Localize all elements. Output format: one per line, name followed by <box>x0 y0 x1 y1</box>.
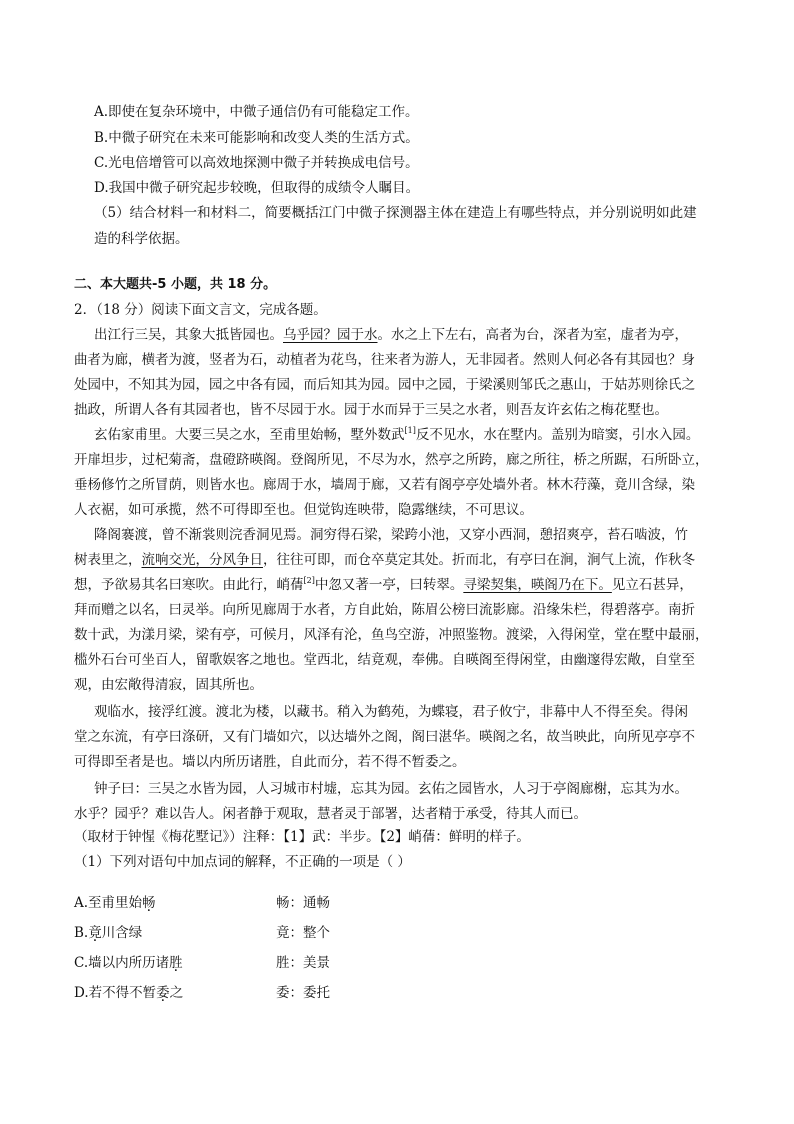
p3-underlined-2: 寻梁契集，暎阁乃在下。 <box>463 577 612 593</box>
p3-underlined-1: 流响交光，分风争日 <box>141 552 263 568</box>
p4-line1: 观临水，接浮红渡。渡北为楼，以藏书。稍入为鹤苑，为蝶寝，君子攸宁，非幕中人不得至矣。得闲 <box>94 704 688 720</box>
option-c-explanation: 胜：美景 <box>276 955 330 971</box>
p2-line4: 人衣裾，如可承揽，然不可得即至也。但觉钩连映带，隐露继续，不可思议。 <box>74 502 533 518</box>
sub1-option-b[interactable] <box>74 923 142 943</box>
p3-text-c: 想，予欲易其名曰寒吹。由此行，峭蒨 <box>74 577 304 593</box>
p3-text-e: 见立石甚异， <box>611 577 693 593</box>
p1-text-b: 。水之上下左右，高者为台，深者为室，虚者为亭， <box>377 327 688 343</box>
option-a-dotted-word: 畅 <box>142 895 156 911</box>
p4-line3: 可得即至者是也。墙以内所历诸胜，自此而分，若不得不暂委之。 <box>74 754 466 770</box>
p3-text-b: ，往往可即，而仓卒莫定其处。折而北，有亭曰在涧，涧气上流，作秋冬 <box>263 552 695 568</box>
p1-line2: 曲者为廊，横者为渡，竖者为石，动植者为花鸟，往来者为游人，无非园者。然则人何必各有其园也？身 <box>74 352 695 368</box>
p3-line4: 拜而赠之以名，曰灵举。向所见廊周于水者，方自此始，陈眉公榜曰流影廊。沿缘朱栏，得碧落亭。南折 <box>74 602 695 618</box>
p5-line1: 钟子曰：三吴之水皆为园，人习城市村墟，忘其为园。玄佑之园皆水，人习于亭阁廊榭，忘其为水。 <box>94 781 688 797</box>
p3-line3 <box>74 575 693 595</box>
option-d-dotted-word: 委 <box>156 985 170 1001</box>
p1-line3: 处园中，不知其为园，园之中各有园，而后知其为园。园中之园，于梁溪则邹氏之惠山，于姑苏则徐氏之 <box>74 377 695 393</box>
sub1-option-a[interactable] <box>74 893 156 913</box>
p1-line4: 拙政，所谓人各有其园者也，皆不尽园于水。园于水而异于三吴之水者，则吾友许玄佑之梅花墅也。 <box>74 402 668 418</box>
option-a-explanation: 畅：通畅 <box>276 895 330 911</box>
option-d-explanation: 委：委托 <box>276 985 330 1001</box>
p3-line1: 降阁褰渡，曾不渐裳则浣香洞见焉。洞穷得石梁，梁跨小池，又穿小西洞，憩招爽亭，苔石啮波，竹 <box>94 527 688 543</box>
p3-line2 <box>74 550 695 570</box>
p3-line5: 数十武，为漾月梁，梁有亭，可候月，风泽有沦，鱼鸟空游，冲照鉴物。渡梁，入得闲堂，堂在墅中最丽， <box>74 627 709 643</box>
p2-text-b: 反不见水，水在墅内。盖别为暗窦，引水入园。 <box>415 427 700 443</box>
prev-option-d: D.我国中微子研究起步较晚，但取得的成绩令人瞩目。 <box>94 180 420 196</box>
option-d-pre: D.若不得不暂 <box>74 985 157 1001</box>
sub1-option-c[interactable] <box>74 953 183 973</box>
section-heading: 二、本大题共-5 小题，共 18 分。 <box>74 277 277 292</box>
sub-question-1: （1）下列对语句中加点词的解释，不正确的一项是（ ） <box>74 854 411 870</box>
prev-option-c: C.光电倍增管可以高效地探测中微子并转换成电信号。 <box>94 155 419 171</box>
option-a-pre: A.至甫里始 <box>74 895 143 911</box>
prev-q5-line2: 造的科学依据。 <box>94 231 189 247</box>
p2-text-a: 玄佑家甫里。大要三吴之水，至甫里始畅，墅外数武 <box>94 427 405 443</box>
p4-line2: 堂之东流，有亭曰涤研，又有门墙如穴，以达墙外之阁，阁曰湛华。暎阁之名，故当映此，向所见亭亭不 <box>74 729 695 745</box>
option-c-dotted-word: 胜 <box>169 955 183 971</box>
p3-text-a: 树表里之， <box>74 552 142 568</box>
p1-text-a: 出江行三吴，其象大抵皆园也。 <box>94 327 283 343</box>
footnote-marker-1: [1] <box>404 426 416 435</box>
p1-line1 <box>94 325 688 345</box>
p5-line2: 水乎？园乎？难以告人。闲者静于观取，慧者灵于部署，达者精于承受，待其人而已。 <box>74 806 587 822</box>
prev-option-b: B.中微子研究在未来可能影响和改变人类的生活方式。 <box>94 130 419 146</box>
p3-line7: 观，由宏敞得清寂，固其所也。 <box>74 677 263 693</box>
p3-text-d: 中忽又著一亭，曰转翠。 <box>314 577 464 593</box>
p1-underlined: 乌乎园？园于水 <box>283 327 378 343</box>
source-note: （取材于钟惺《梅花墅记》）注释：【1】武：半步。【2】峭蒨：鲜明的样子。 <box>74 829 530 845</box>
option-b-dotted-word: 竟 <box>88 925 102 941</box>
p3-line6: 槛外石台可坐百人，留歌娱客之地也。堂西北，结竟观，奉佛。自暎阁至得闲堂，由幽邃得宏敞，自堂至 <box>74 652 695 668</box>
footnote-marker-2: [2] <box>303 576 315 585</box>
sub1-option-d[interactable] <box>74 983 183 1003</box>
p2-line1 <box>94 425 699 445</box>
option-b-explanation: 竟：整个 <box>276 925 330 941</box>
p2-line3: 垂杨修竹之所冒荫，则皆水也。廊周于水，墙周于廊，又若有阁亭亭处墙外者。林木荇藻，竟川含绿，染 <box>74 477 695 493</box>
option-d-post: 之 <box>169 985 184 1001</box>
option-b-post: 川含绿 <box>101 925 143 941</box>
question-2-title: 2．（18 分）阅读下面文言文，完成各题。 <box>74 302 327 318</box>
p2-line2: 开扉坦步，过杞菊斋，盘磴跻暎阁。登阁所见，不尽为水，然亭之所跨，廊之所往，桥之所踞，石所卧立， <box>74 452 709 468</box>
option-b-pre: B. <box>74 925 89 941</box>
prev-q5-line1: （5）结合材料一和材料二，简要概括江门中微子探测器主体在建造上有哪些特点，并分别说明如此建 <box>94 205 697 221</box>
prev-option-a: A.即使在复杂环境中，中微子通信仍有可能稳定工作。 <box>94 104 419 120</box>
option-c-pre: C.墙以内所历诸 <box>74 955 170 971</box>
